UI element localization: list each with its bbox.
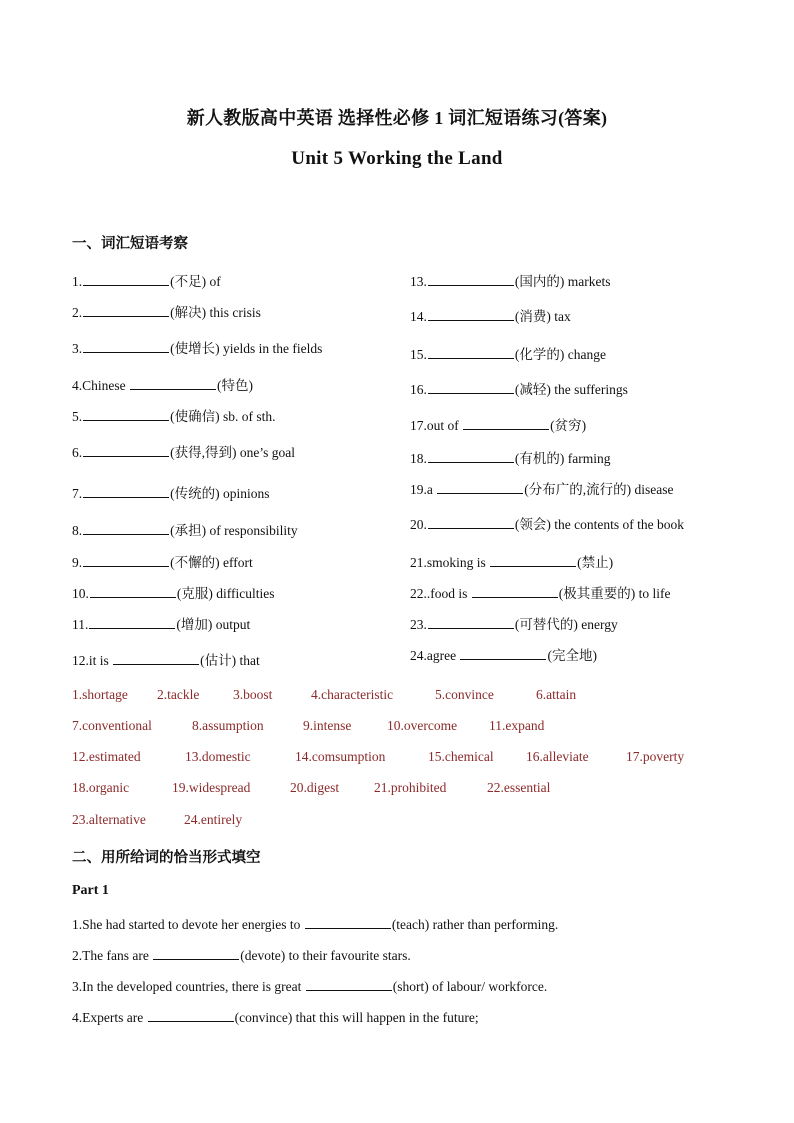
answer-blank[interactable] (83, 304, 169, 317)
item-hint: (完全地) (547, 648, 597, 663)
vocab-item-1 (72, 270, 221, 290)
answer-item: 8.assumption (192, 718, 264, 733)
page-title: 新人教版高中英语 选择性必修 1 词汇短语练习(答案) (186, 108, 608, 128)
sentence-1 (72, 916, 558, 933)
answer-blank[interactable] (83, 485, 169, 498)
item-number: 17. (410, 418, 427, 433)
sentence-2 (72, 947, 411, 964)
answer-item: 19.widespread (172, 780, 251, 795)
item-hint: (可替代的) energy (514, 617, 618, 632)
item-hint: (克服) difficulties (176, 586, 275, 601)
item-number: 6. (72, 445, 83, 460)
sentence-3 (72, 978, 547, 995)
answer-blank[interactable] (428, 616, 514, 629)
sentence-hint: (convince) that this will happen in the future; (234, 1010, 479, 1025)
answer-item: 7.conventional (72, 718, 152, 733)
answer-item: 4.characteristic (311, 687, 394, 702)
item-number: 12. (72, 653, 89, 668)
answer-row-5 (72, 812, 242, 828)
answer-item: 16.alleviate (526, 749, 589, 764)
vocab-item-19 (410, 478, 673, 498)
answer-item: 20.digest (290, 780, 340, 795)
answer-blank[interactable] (428, 308, 514, 321)
answer-blank[interactable] (428, 516, 514, 529)
item-prefix: Chinese (82, 378, 129, 393)
answer-blank[interactable] (437, 481, 523, 494)
item-prefix: agree (426, 648, 460, 663)
answer-blank[interactable] (83, 408, 169, 421)
item-number: 24. (410, 648, 427, 663)
item-hint: (特色) (217, 378, 253, 393)
item-number: 23. (410, 617, 427, 632)
vocab-item-7 (72, 482, 270, 502)
item-number: 20. (410, 517, 427, 532)
answer-item: 17.poverty (626, 749, 685, 764)
item-hint: (增加) output (176, 617, 251, 632)
item-hint: (极其重要的) to life (558, 586, 671, 601)
answer-blank[interactable] (83, 273, 169, 286)
item-hint: (获得,得到) one’s goal (170, 445, 295, 460)
answer-item: 24.entirely (184, 812, 243, 827)
item-prefix: out of (426, 418, 463, 433)
item-hint: (承担) of responsibility (170, 523, 298, 538)
sentence-text: 4.Experts are (72, 1010, 147, 1025)
vocab-item-17 (410, 414, 586, 434)
sentence-hint: (short) of labour/ workforce. (392, 979, 548, 994)
answer-item: 3.boost (233, 687, 273, 702)
item-number: 22. (410, 586, 427, 601)
answer-blank[interactable] (428, 273, 514, 286)
sentence-4 (72, 1009, 479, 1026)
answer-blank[interactable] (428, 381, 514, 394)
answer-blank[interactable] (89, 616, 175, 629)
item-hint: (使增长) yields in the fields (170, 341, 323, 356)
vocab-item-18 (410, 447, 610, 467)
vocab-item-5 (72, 405, 276, 425)
answer-item: 13.domestic (185, 749, 251, 764)
answer-blank[interactable] (460, 647, 546, 660)
item-hint: (减轻) the sufferings (514, 382, 628, 397)
answer-blank[interactable] (153, 947, 239, 960)
answer-blank[interactable] (305, 916, 391, 929)
answer-item: 12.estimated (72, 749, 141, 764)
item-hint: (分布广的,流行的) disease (524, 482, 674, 497)
answer-row-3 (72, 749, 684, 765)
vocab-item-4 (72, 374, 253, 394)
item-number: 14. (410, 309, 427, 324)
answer-row-4 (72, 780, 550, 796)
item-hint: (使确信) sb. of sth. (170, 409, 276, 424)
item-number: 8. (72, 523, 83, 538)
item-number: 10. (72, 586, 89, 601)
item-prefix: a (426, 482, 437, 497)
item-hint: (禁止) (577, 555, 614, 570)
answer-item: 22.essential (487, 780, 551, 795)
answer-blank[interactable] (83, 444, 169, 457)
vocab-item-10 (72, 582, 274, 602)
item-hint: (国内的) markets (514, 274, 611, 289)
item-prefix: .food is (426, 586, 471, 601)
item-hint: (有机的) farming (514, 451, 611, 466)
vocab-item-13 (410, 270, 610, 290)
vocab-item-23 (410, 613, 618, 633)
answer-item: 18.organic (72, 780, 130, 795)
answer-item: 9.intense (303, 718, 352, 733)
section2-heading: 二、用所给词的恰当形式填空 (72, 850, 261, 866)
answer-item: 5.convince (435, 687, 494, 702)
vocab-item-16 (410, 378, 628, 398)
part-label: Part 1 (72, 883, 109, 898)
answer-item: 21.prohibited (374, 780, 447, 795)
vocab-item-14 (410, 305, 571, 325)
answer-blank[interactable] (490, 554, 576, 567)
vocab-item-3 (72, 337, 322, 357)
item-hint: (领会) the contents of the book (514, 517, 684, 532)
item-number: 18. (410, 451, 427, 466)
item-number: 19. (410, 482, 427, 497)
item-number: 7. (72, 486, 83, 501)
answer-item: 6.attain (536, 687, 577, 702)
item-prefix: it is (88, 653, 113, 668)
item-number: 15. (410, 347, 427, 362)
item-number: 16. (410, 382, 427, 397)
sentence-hint: (devote) to their favourite stars. (240, 948, 411, 963)
answer-blank[interactable] (83, 522, 169, 535)
item-number: 2. (72, 305, 83, 320)
vocab-item-2 (72, 301, 261, 321)
vocab-item-6 (72, 441, 295, 461)
item-hint: (不足) of (170, 274, 221, 289)
vocab-item-15 (410, 343, 606, 363)
vocab-item-22 (410, 582, 670, 602)
sentence-hint: (teach) rather than performing. (391, 917, 559, 932)
answer-item: 11.expand (489, 718, 545, 733)
item-hint: (消费) tax (514, 309, 571, 324)
answer-blank[interactable] (472, 585, 558, 598)
answer-row-2 (72, 718, 544, 734)
answer-item: 1.shortage (72, 687, 128, 702)
answer-item: 15.chemical (428, 749, 494, 764)
item-number: 13. (410, 274, 427, 289)
item-number: 1. (72, 274, 83, 289)
item-prefix: smoking is (426, 555, 490, 570)
vocab-item-9 (72, 551, 253, 571)
item-number: 9. (72, 555, 83, 570)
answer-item: 14.comsumption (295, 749, 386, 764)
item-number: 3. (72, 341, 83, 356)
vocab-item-12 (72, 649, 260, 669)
item-hint: (传统的) opinions (170, 486, 270, 501)
unit-subtitle: Unit 5 Working the Land (291, 148, 503, 169)
answer-blank[interactable] (90, 585, 176, 598)
answer-blank[interactable] (113, 652, 199, 665)
vocab-item-24 (410, 644, 597, 664)
answer-blank[interactable] (428, 346, 514, 359)
item-hint: (解决) this crisis (170, 305, 261, 320)
section1-heading: 一、词汇短语考察 (72, 236, 188, 252)
answer-blank[interactable] (463, 417, 549, 430)
answer-blank[interactable] (130, 377, 216, 390)
item-hint: (不懈的) effort (170, 555, 253, 570)
answer-blank[interactable] (148, 1009, 234, 1022)
vocab-item-21 (410, 551, 613, 571)
item-hint: (贫穷) (550, 418, 587, 433)
vocab-item-8 (72, 519, 298, 539)
answer-item: 23.alternative (72, 812, 146, 827)
item-number: 11. (72, 617, 89, 632)
answer-blank[interactable] (428, 450, 514, 463)
answer-item: 2.tackle (157, 687, 200, 702)
item-number: 21. (410, 555, 427, 570)
sentence-text: 2.The fans are (72, 948, 153, 963)
sentence-text: 1.She had started to devote her energies to (72, 917, 304, 932)
item-number: 5. (72, 409, 83, 424)
answer-blank[interactable] (83, 340, 169, 353)
answer-item: 10.overcome (387, 718, 458, 733)
sentence-text: 3.In the developed countries, there is great (72, 979, 305, 994)
vocab-item-11 (72, 613, 250, 633)
answer-blank[interactable] (306, 978, 392, 991)
vocab-item-20 (410, 513, 684, 533)
item-number: 4. (72, 378, 83, 393)
item-hint: (估计) that (200, 653, 260, 668)
answer-blank[interactable] (83, 554, 169, 567)
answer-row-1 (72, 687, 576, 703)
item-hint: (化学的) change (514, 347, 606, 362)
